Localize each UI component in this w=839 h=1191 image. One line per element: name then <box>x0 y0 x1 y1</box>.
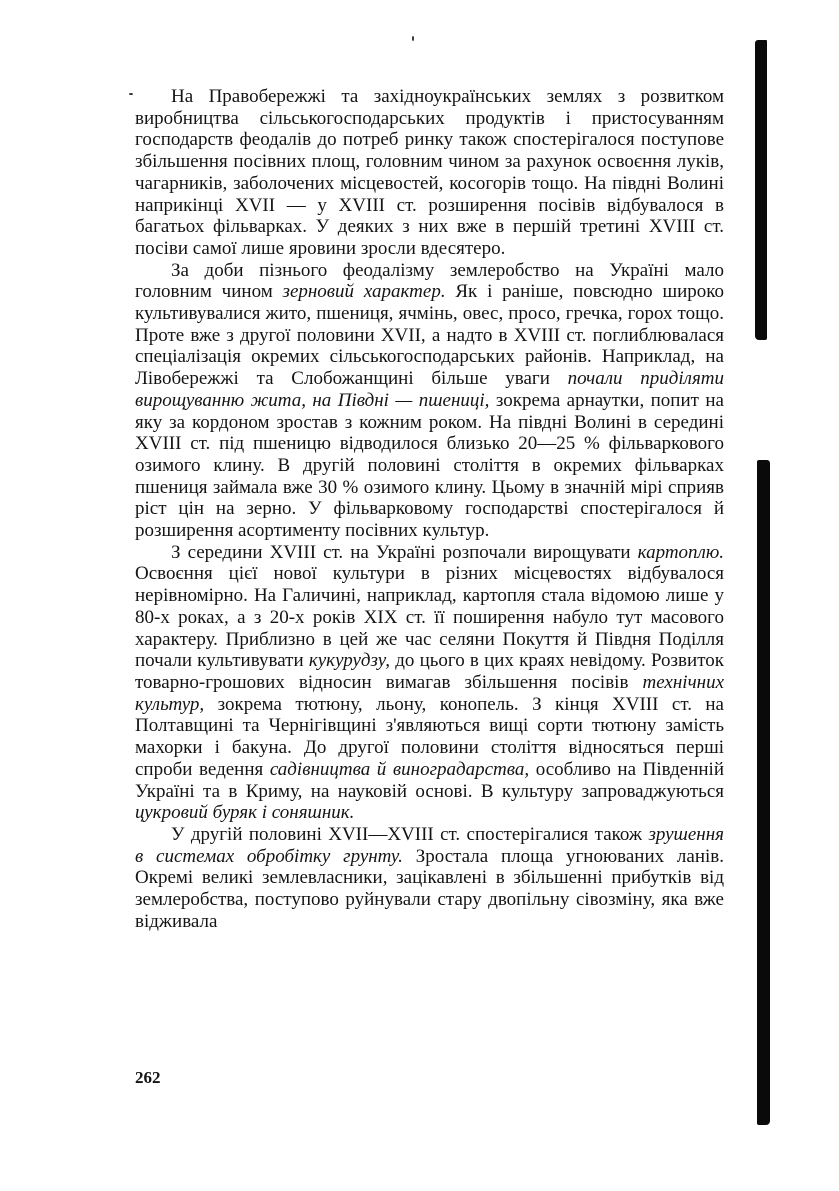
page-number: 262 <box>135 1068 161 1087</box>
text-segment: до цього в цих краях невідому. Розвиток товарно-грошових відносин вимагав збільшення посівів <box>135 650 724 693</box>
body-text <box>135 86 724 932</box>
text-segment: Як і раніше, повсюдно широко культивувалися жито, пшениця, ячмінь, овес, просо, гречка, горох тощо. Проте вже з другої половини XVII, а надто в XVIII ст. поглиблювалася спеціалізація окремих сільськогосподарських районів. Наприклад, на Лівобережжі та Слобожанщині більше уваги <box>135 281 725 390</box>
text-segment: зокрема тютюну, льону, конопель. З кінця XVIII ст. на Полтавщині та Чернігівщині з'являються вищі сорти тютюну замість махорки і бакуна. До другої половини століття відносяться перші спроби ведення <box>135 693 724 780</box>
text-segment: особливо на Південній Україні та в Криму, на науковій основі. В культуру запроваджуються <box>135 758 724 802</box>
text-segment: За доби пізнього феодалізму землеробство на Україні мало головним чином <box>135 259 724 303</box>
text-segment: На Правобережжі та західноукраїнських землях з розвитком виробництва сільськогосподарських продуктів і пристосуванням господарств феодалів до потреб ринку також спостерігалося поступове збільшення посівних площ, головним чином за рахунок освоєння луків, чагарників, заболочених місцевостей, косогорів тощо. На півдні Волині наприкінці XVII — у XVIII ст. розширення посівів відбувалося в багатьох фільварках. У деяких з них вже в першій третині XVIII ст. посіви самої лише яровини зросли вдесятеро. <box>135 86 724 259</box>
paragraph-3 <box>135 542 724 824</box>
text-segment: зокрема арнаутки, попит на яку за кордоном зростав з кожним роком. На півдні Волині в середині XVIII ст. під пшеницю відводилося близько 20—25 % фільваркового озимого клину. В другій половині століття в окремих фільварках пшениця займала вже 30 % озимого клину. Цьому в значній мірі сприяв ріст цін на зерно. У фільварковому господарстві спостерігалося й розширення асортименту посівних культур. <box>135 389 724 542</box>
scan-speck <box>412 36 414 41</box>
italic-term: садівництва й виноградарства, <box>269 758 530 780</box>
italic-term: цукровий буряк і соняшник. <box>135 802 355 824</box>
scan-edge-shadow-bottom <box>757 460 770 1125</box>
text-segment: Зростала площа угноюваних ланів. Окремі великі землевласники, зацікавлені в збільшенні прибутків від землеробства, поступово руйнували стару двопільну сівозміну, яка вже відживала <box>135 845 724 932</box>
scan-edge-shadow-top <box>755 40 767 340</box>
paragraph-4 <box>135 824 724 933</box>
italic-term: кукурудзу, <box>308 650 391 672</box>
paragraph-1 <box>135 86 724 260</box>
italic-term: технічних культур, <box>135 671 724 715</box>
text-segment: Освоєння цієї нової культури в різних місцевостях відбувалося нерівномірно. На Галичині, наприклад, картопля стала відомою лише у 80-х роках, а з 20-х років XIX ст. її поширення набуло тут масового характеру. Приблизно в цей же час селяни Покуття й Півдня Поділля почали культивувати <box>135 563 724 672</box>
text-segment: У другій половині XVII—XVIII ст. спостерігалися також <box>171 823 649 845</box>
text-segment: З середини XVIII ст. на Україні розпочали вирощувати <box>171 541 638 563</box>
paragraph-2 <box>135 260 724 542</box>
italic-term: зерновий характер. <box>282 281 446 303</box>
italic-term: зрушення в системах обробітку грунту. <box>135 823 724 867</box>
italic-term: картоплю. <box>637 541 724 563</box>
italic-term: почали приділяти вирощуванню жита, на Півдні — пшениці, <box>135 368 724 411</box>
scan-speck <box>129 93 133 95</box>
